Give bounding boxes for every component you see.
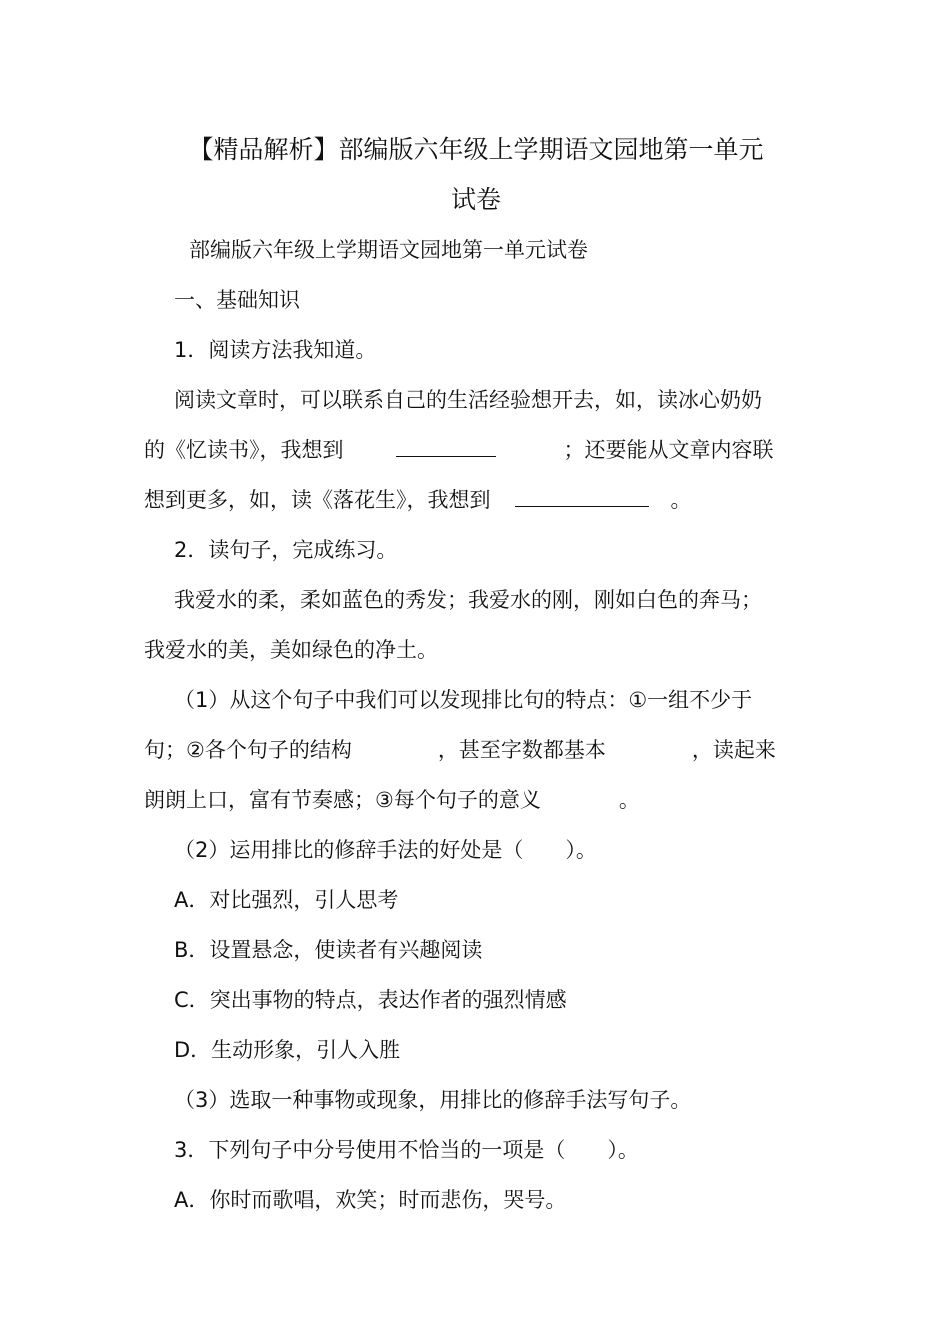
option-c[interactable]: C．突出事物的特点，表达作者的强烈情感 (174, 988, 567, 1012)
section-heading: 一、基础知识 (174, 288, 300, 312)
q1-text-segment: ；还要能从文章内容联 (563, 438, 774, 462)
question-2-sub1-line-3 (144, 786, 824, 814)
question-1-paragraph-line-1: 阅读文章时，可以联系自己的生活经验想开去，如，读冰心奶奶 (174, 388, 762, 412)
answer-blank-1[interactable] (396, 436, 496, 457)
question-1-paragraph-line-3 (144, 486, 824, 514)
q1-text-segment: 。 (670, 488, 692, 512)
question-1-paragraph-line-2 (144, 436, 824, 464)
sub1-text-segment: 句；②各个句子的结构 (144, 738, 352, 762)
question-2-sub3: （3）选取一种事物或现象，用排比的修辞手法写句子。 (174, 1088, 692, 1112)
q1-text-segment: 的《忆读书》，我想到 (144, 438, 344, 462)
question-3-option-a[interactable]: A．你时而歌唱，欢笑；时而悲伤，哭号。 (174, 1188, 567, 1212)
option-d[interactable]: D．生动形象，引人入胜 (174, 1038, 401, 1062)
question-1-heading: 1．阅读方法我知道。 (174, 338, 377, 362)
question-2-sub1-line-1: （1）从这个句子中我们可以发现排比句的特点：①一组不少于 (174, 688, 753, 712)
question-2-sub2: （2）运用排比的修辞手法的好处是（ ）。 (174, 838, 597, 862)
document-title (146, 125, 806, 225)
question-2-sentence-line-1: 我爱水的柔，柔如蓝色的秀发；我爱水的刚，刚如白色的奔马； (174, 588, 762, 612)
answer-blank-2[interactable] (515, 486, 649, 507)
subtitle: 部编版六年级上学期语文园地第一单元试卷 (189, 238, 588, 262)
sub1-text-segment: 朗朗上口，富有节奏感；③每个句子的意义 (144, 788, 541, 812)
question-2-heading: 2．读句子，完成练习。 (174, 538, 398, 562)
sub1-text-segment: ，甚至字数都基本 (437, 738, 606, 762)
title-line-1: 【精品解析】部编版六年级上学期语文园地第一单元 (188, 135, 764, 164)
sub1-text-segment: ，读起来 (691, 738, 776, 762)
title-line-2: 试卷 (450, 185, 501, 214)
option-a[interactable]: A．对比强烈，引人思考 (174, 888, 399, 912)
question-2-sub1-line-2 (144, 736, 824, 764)
option-b[interactable]: B．设置悬念，使读者有兴趣阅读 (174, 938, 483, 962)
question-3-heading: 3．下列句子中分号使用不恰当的一项是（ ）。 (174, 1138, 639, 1162)
sub1-text-segment: 。 (618, 788, 640, 812)
q1-text-segment: 想到更多，如，读《落花生》，我想到 (144, 488, 491, 512)
question-2-sentence-line-2: 我爱水的美，美如绿色的净土。 (144, 638, 438, 662)
